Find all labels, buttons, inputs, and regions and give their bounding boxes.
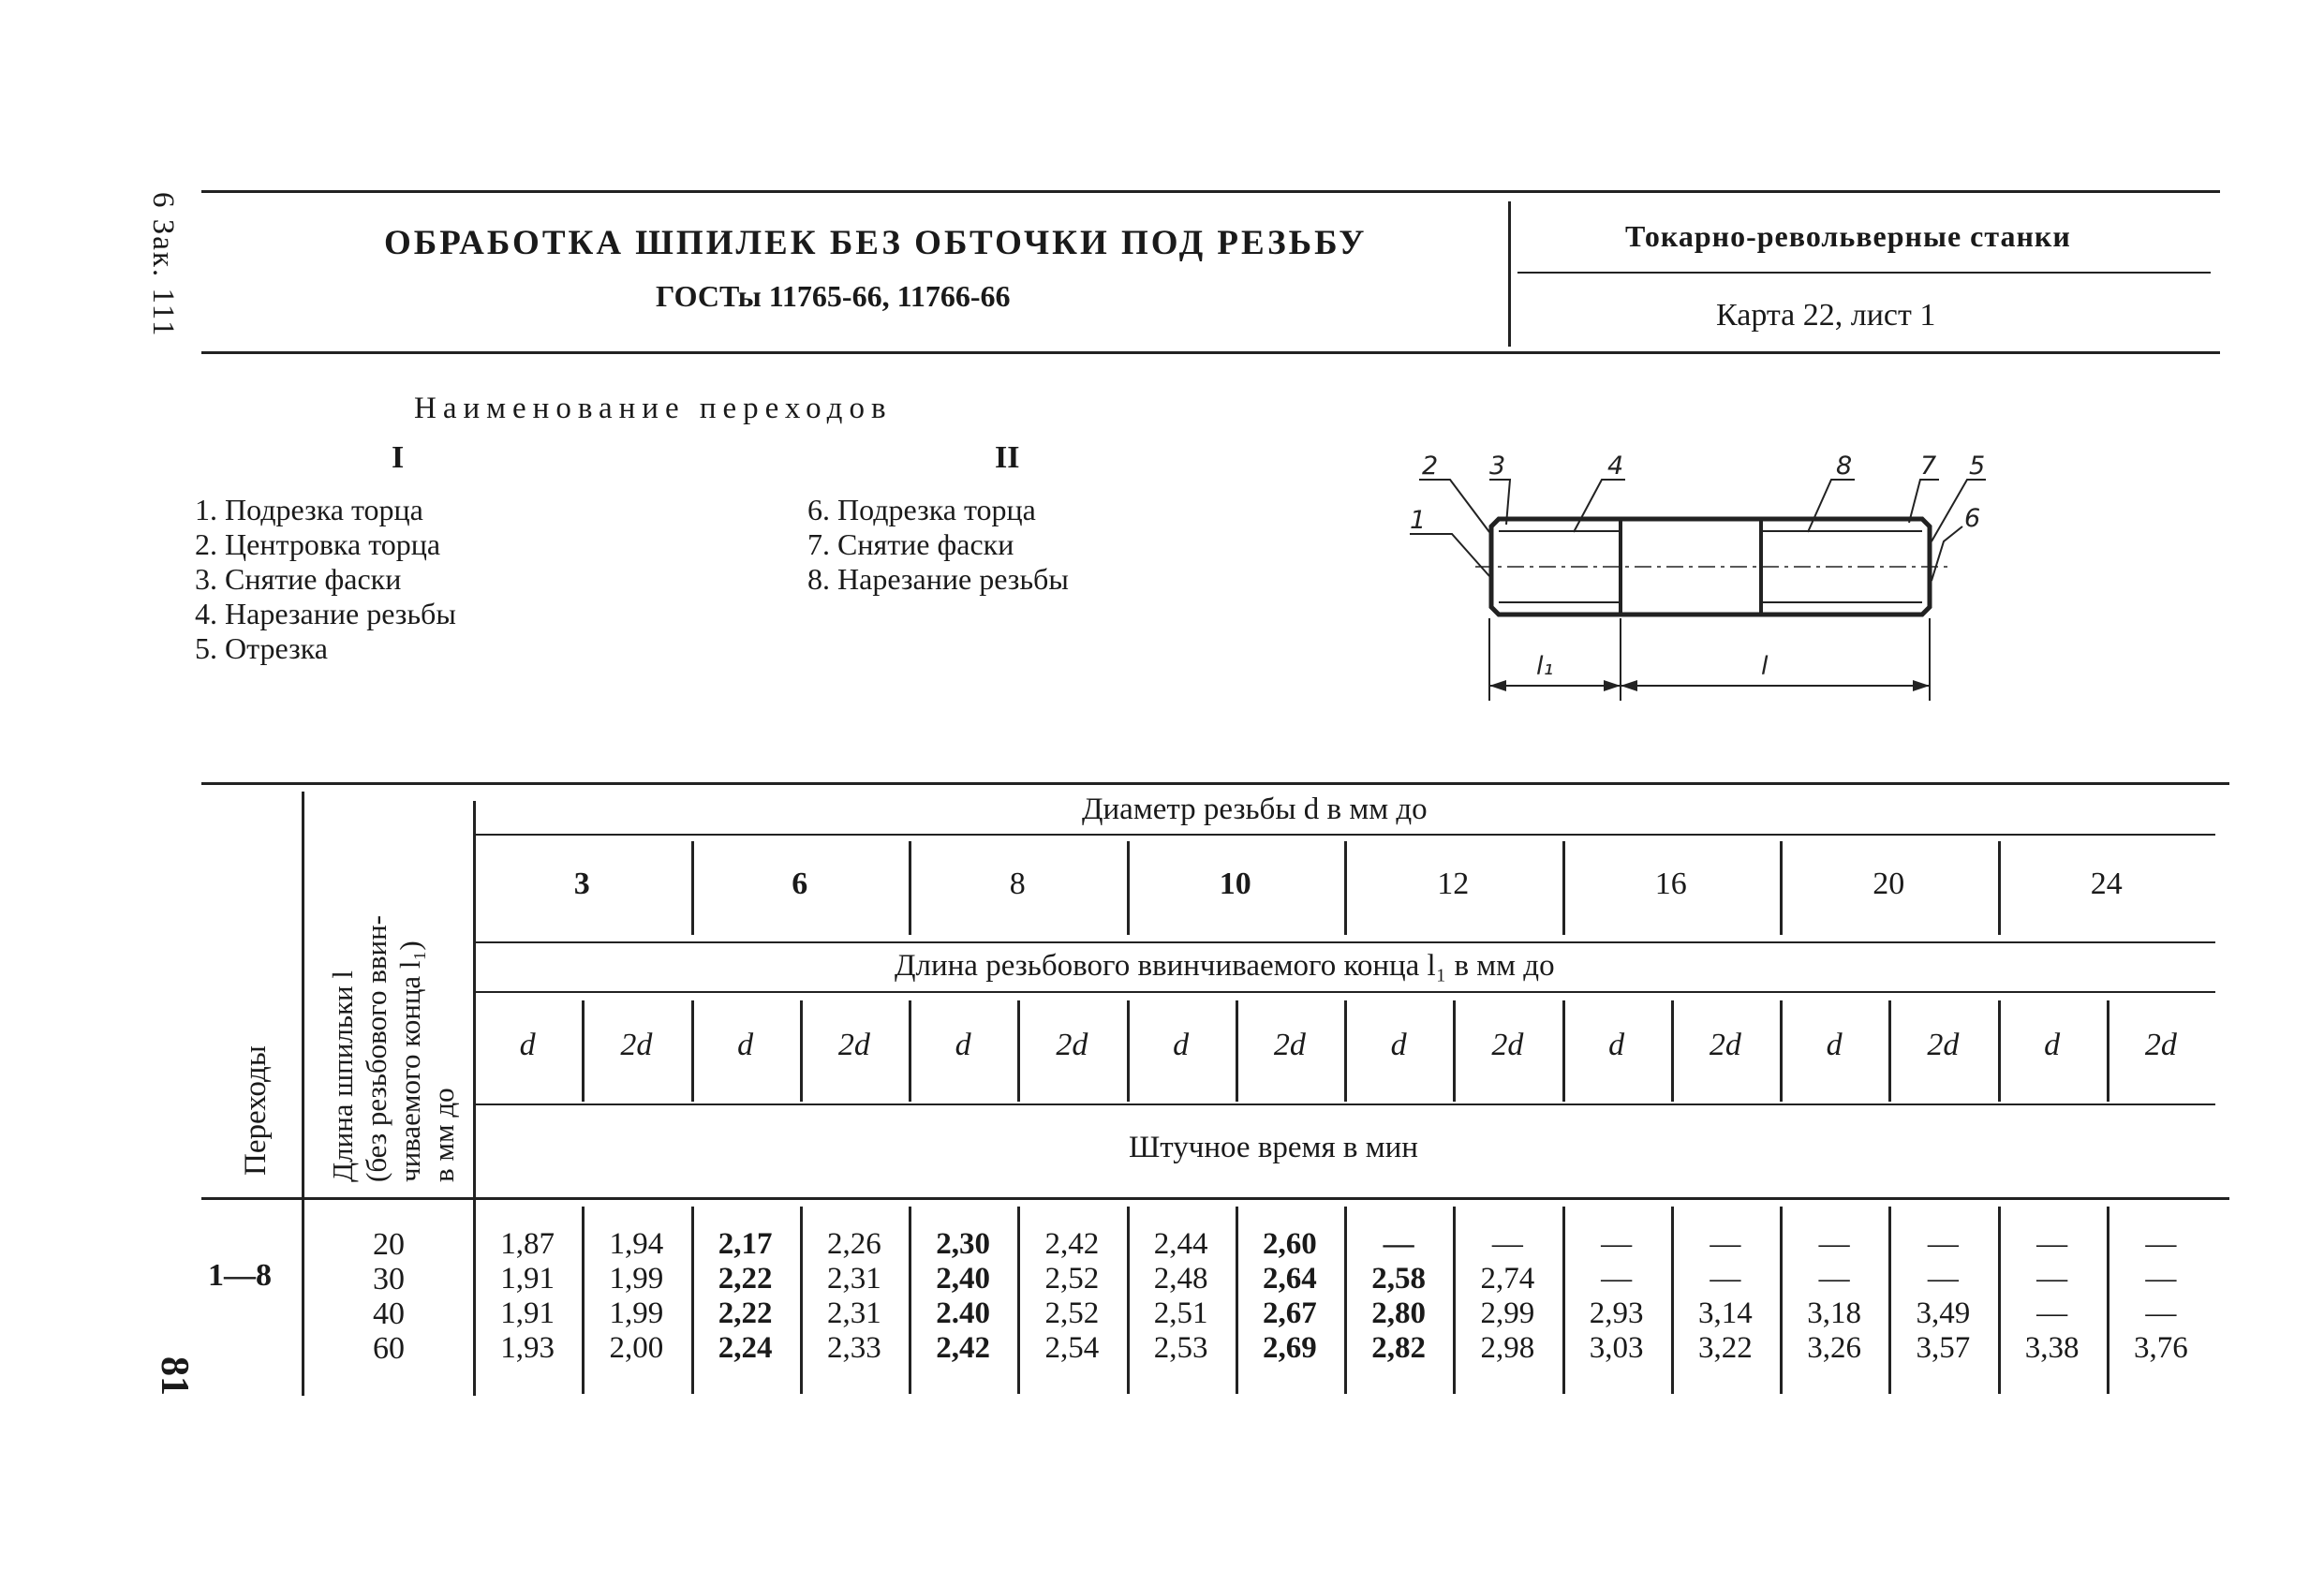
subcol-label: 2d [1927, 1028, 1960, 1062]
time-value: 3,22 [1698, 1331, 1753, 1365]
operations-heading: Наименование переходов [414, 392, 893, 425]
time-value: 2,99 [1480, 1296, 1535, 1330]
time-value: — [2145, 1227, 2177, 1261]
callout-label: 4 [1607, 452, 1624, 481]
time-value: — [2036, 1227, 2068, 1261]
time-value: 2,26 [827, 1227, 881, 1261]
time-value: 2,40 [936, 1262, 990, 1296]
time-value: — [1818, 1227, 1850, 1261]
table-rule [473, 1103, 2215, 1105]
time-value: 2,42 [936, 1331, 990, 1365]
operation-item: 4. Нарезание резьбы [195, 597, 456, 630]
time-value: 2,64 [1263, 1262, 1317, 1296]
time-value: 2,60 [1263, 1227, 1317, 1261]
operation-item: 6. Подрезка торца [807, 493, 1036, 526]
time-value: 3,38 [2024, 1331, 2080, 1365]
time-value: — [1927, 1227, 1959, 1261]
time-value: — [1710, 1227, 1741, 1261]
stud-drawing [1396, 440, 2033, 712]
time-value: 1,87 [500, 1227, 555, 1261]
order-note: 6 Зак. 111 [146, 192, 180, 338]
stud-length-value: 30 [373, 1262, 405, 1296]
time-value: — [1601, 1262, 1633, 1296]
time-value: 2,93 [1589, 1296, 1644, 1330]
subcol-label: 2d [837, 1028, 870, 1062]
time-value: 1,99 [609, 1296, 664, 1330]
time-value: — [1710, 1262, 1741, 1296]
time-value: 2,58 [1371, 1262, 1426, 1296]
table-top-rule [201, 782, 2229, 785]
time-value: 2,52 [1044, 1296, 1100, 1330]
time-value: 1,99 [609, 1262, 664, 1296]
table-header-rule [201, 1197, 2229, 1200]
subcol-label: d [2044, 1028, 2061, 1062]
time-value: 1,91 [500, 1296, 555, 1330]
machine-type: Токарно-револьверные станки [1625, 219, 2071, 253]
time-value: — [2036, 1262, 2068, 1296]
time-value: 2,52 [1044, 1262, 1100, 1296]
header-line: (без резьбового ввин- [360, 914, 392, 1182]
group-2-label: II [995, 440, 1020, 475]
time-value: 2,74 [1480, 1262, 1535, 1296]
time-value: — [1491, 1227, 1523, 1261]
time-value: 2,53 [1153, 1331, 1208, 1365]
time-value: 3,49 [1916, 1296, 1971, 1330]
operation-item: 8. Нарезание резьбы [807, 562, 1069, 596]
time-value: 3,18 [1807, 1296, 1861, 1330]
subcol-label: d [1390, 1028, 1407, 1062]
callout-label: 3 [1489, 452, 1506, 481]
time-value: 2,80 [1371, 1296, 1426, 1330]
diameter-value: 3 [573, 866, 590, 901]
diameter-value: 8 [1009, 866, 1026, 901]
subcol-label: d [1826, 1028, 1843, 1062]
operation-item: 1. Подрезка торца [195, 493, 423, 526]
operations-list-1 [195, 493, 456, 666]
time-value: 2,69 [1263, 1331, 1317, 1365]
time-value: 2,33 [827, 1331, 881, 1365]
card-number: Карта 22, лист 1 [1716, 298, 1936, 333]
subcol-label: 2d [1709, 1028, 1741, 1062]
time-value: 2,22 [718, 1262, 773, 1296]
time-value: 2,31 [827, 1296, 881, 1330]
subcol-label: 2d [1273, 1028, 1306, 1062]
gost-reference: ГОСТы 11765-66, 11766-66 [656, 279, 1011, 313]
time-value: 3,57 [1916, 1331, 1971, 1365]
time-value: — [2145, 1296, 2177, 1330]
time-value: 2,31 [827, 1262, 881, 1296]
diameter-value: 24 [2090, 866, 2123, 901]
transitions-value: 1—8 [208, 1258, 272, 1293]
stud-length-header [326, 915, 461, 1182]
callout-label: 7 [1920, 452, 1937, 481]
end-length-header: Длина резьбового ввинчиваемого конца l₁ в мм до [895, 949, 1555, 983]
subcol-label: d [1608, 1028, 1625, 1062]
diameter-value: 16 [1654, 866, 1687, 901]
time-value: 2,54 [1044, 1331, 1100, 1365]
table-rule [473, 941, 2215, 943]
diameter-header: Диаметр резьбы d в мм до [1082, 792, 1428, 826]
header-bottom-rule [201, 351, 2220, 354]
time-value: 2,22 [718, 1296, 773, 1330]
time-value: 2,48 [1153, 1262, 1208, 1296]
stud-length-value: 40 [373, 1296, 405, 1331]
time-value: 2.40 [936, 1296, 990, 1330]
subcol-label: 2d [620, 1028, 653, 1062]
callout-label: 2 [1422, 452, 1439, 481]
time-value: 1,94 [609, 1227, 664, 1261]
callout-label: 6 [1964, 504, 1981, 533]
diameter-value: 10 [1219, 866, 1251, 901]
time-value: — [1601, 1227, 1633, 1261]
callout-label: 8 [1836, 452, 1853, 481]
time-value: 2,98 [1480, 1331, 1535, 1365]
table-col-rule [302, 792, 304, 1396]
subcol-label: 2d [2144, 1028, 2177, 1062]
time-value: — [1383, 1227, 1414, 1261]
diameter-value: 12 [1437, 866, 1470, 901]
diameter-value: 6 [792, 866, 808, 901]
time-value: 3,76 [2134, 1331, 2188, 1365]
header-line: чиваемого конца l₁) [393, 941, 426, 1182]
header-line: в мм до [427, 1088, 460, 1182]
subcol-label: d [1173, 1028, 1190, 1062]
callout-label: 5 [1969, 452, 1986, 481]
header-top-rule [201, 190, 2220, 193]
time-value: 2,00 [609, 1331, 664, 1365]
time-value: 2,51 [1153, 1296, 1208, 1330]
time-value: — [2145, 1262, 2177, 1296]
header-divider [1508, 201, 1511, 347]
subcol-label: d [955, 1028, 971, 1062]
time-value: 2,67 [1263, 1296, 1317, 1330]
header-right-rule [1517, 272, 2211, 274]
operation-item: 5. Отрезка [195, 631, 328, 665]
subcol-label: 2d [1491, 1028, 1524, 1062]
operations-list-2 [807, 493, 1069, 597]
time-value: — [2036, 1296, 2068, 1330]
header-line: Длина шпильки l [326, 970, 359, 1182]
page-title: ОБРАБОТКА ШПИЛЕК БЕЗ ОБТОЧКИ ПОД РЕЗЬБУ [384, 224, 1368, 262]
time-value: — [1818, 1262, 1850, 1296]
operation-item: 2. Центровка торца [195, 527, 441, 561]
transitions-header: Переходы [239, 1045, 273, 1176]
subcol-label: d [737, 1028, 754, 1062]
time-value: 1,93 [500, 1331, 555, 1365]
callout-label: 1 [1410, 506, 1427, 535]
time-header: Штучное время в мин [1129, 1131, 1418, 1164]
time-value: 2,82 [1371, 1331, 1426, 1365]
subcol-label: 2d [1056, 1028, 1088, 1062]
page-number: 81 [153, 1356, 196, 1396]
time-value: — [1927, 1262, 1959, 1296]
time-value: 2,44 [1153, 1227, 1208, 1261]
operation-item: 7. Снятие фаски [807, 527, 1014, 561]
operation-item: 3. Снятие фаски [195, 562, 402, 596]
dimension-l1-label: l₁ [1536, 652, 1554, 681]
stud-length-value: 60 [373, 1331, 405, 1366]
time-value: 2,24 [718, 1331, 773, 1365]
time-value: 1,91 [500, 1262, 555, 1296]
time-value: 2,42 [1044, 1227, 1100, 1261]
time-value: 2,17 [718, 1227, 773, 1261]
diameter-value: 20 [1873, 866, 1905, 901]
stud-length-value: 20 [373, 1227, 405, 1262]
time-value: 3,03 [1589, 1331, 1644, 1365]
table-rule [473, 991, 2215, 993]
table-rule [473, 834, 2215, 836]
dimension-l-label: l [1761, 652, 1769, 681]
group-1-label: I [392, 440, 405, 475]
time-value: 3,26 [1807, 1331, 1861, 1365]
subcol-label: d [519, 1028, 536, 1062]
time-value: 3,14 [1698, 1296, 1753, 1330]
time-value: 2,30 [936, 1227, 990, 1261]
